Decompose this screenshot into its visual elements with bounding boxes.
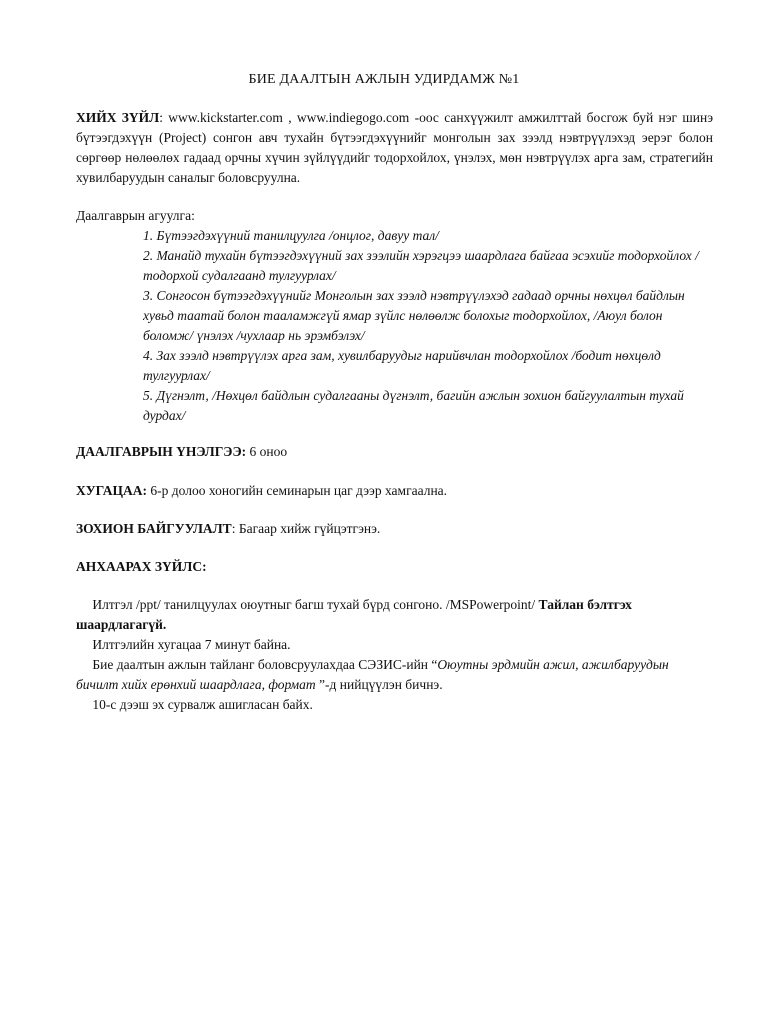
note-item [76,695,713,715]
task-paragraph [76,108,713,188]
organization-label: ЗОХИОН БАЙГУУЛАЛТ [76,521,232,536]
page-title: БИЕ ДААЛТЫН АЖЛЫН УДИРДАМЖ №1 [248,72,520,87]
organization-line [76,519,713,539]
grading-value: 6 оноо [246,444,288,459]
note-italic-text: Оюутны эрдмийн ажил, ажилбаруудын бичилт хийх ерөнхий шаардлага, формат [76,657,669,692]
deadline-value: 6-р долоо хоногийн семинарын цаг дээр хамгаална. [147,483,448,498]
note-item [76,655,713,695]
assignment-content-list [143,226,703,426]
list-item: 2. Манайд тухайн бүтээгдэхүүний зах зээлийн хэрэгцээ шаардлага байгаа эсэхийг тодорхойлох /тодорхой судалгаанд тулгуурлах/ [143,248,699,283]
notes-heading [76,557,713,577]
note-item [76,595,713,635]
note-text: Бие даалтын ажлын тайланг боловсруулахдаа СЭЗИС-ийн “ [89,657,438,672]
note-item [76,635,713,655]
notes-label: АНХААРАХ ЗҮЙЛС: [76,559,207,574]
note-bold-text: Тайлан бэлтгэх шаардлагагүй. [76,597,632,632]
deadline-line [76,481,713,501]
task-label: ХИЙХ ЗҮЙЛ [76,110,160,125]
list-item: 5. Дүгнэлт, /Нөхцөл байдлын судалгааны дүгнэлт, багийн ажлын зохион байгуулалтын тухай дурдах/ [143,388,684,423]
note-tail-text: ”-д нийцүүлэн бичнэ. [319,677,443,692]
list-item: 4. Зах зээлд нэвтрүүлэх арга зам, хувилбаруудыг нарийвчлан тодорхойлох /бодит нөхцөлд тулгуурлах/ [143,348,661,383]
deadline-label: ХУГАЦАА: [76,483,148,498]
note-text: Илтгэлийн хугацаа 7 минут байна. [89,637,291,652]
content-label: Даалгаврын агуулга: [76,208,195,223]
notes-list [76,595,713,715]
task-text: : www.kickstarter.com , www.indiegogo.com -оос санхүүжилт амжилттай босгож буй нэг шинэ бүтээгдэхүүн (Project) сонгон авч тухайн бүтээгдэхүүнийг монголын зах зээлд нэвтрүүлэхэд эерэг болон сөргөөр нөлөөлөх гадаад орчны хүчин зүйлүүдийг тодорхойлох, үнэлэх, мөн нэвтрүүлэх арга зам, стратегийн хувилбаруудын саналыг боловсруулна. [76,110,713,185]
note-text: 10-с дээш эх сурвалж ашигласан байх. [89,697,313,712]
list-item: 1. Бүтээгдэхүүний танилцуулга /онцлог, давуу тал/ [143,228,439,243]
grading-label: ДААЛГАВРЫН ҮНЭЛГЭЭ: [76,444,247,459]
grading-line [76,442,713,462]
note-text: Илтгэл /ppt/ танилцуулах оюутныг багш тухай бүрд сонгоно. /MSPowerpoint/ [89,597,539,612]
list-item: 3. Сонгосон бүтээгдэхүүнийг Монголын зах зээлд нэвтрүүлэхэд гадаад орчны нөхцөл байдлын хувьд таатай болон тааламжгүй ямар зүйлс нөлөөлж болохыг тодорхойлох, /Аюул болон боломж/ үнэлэх /чухлаар нь эрэмбэлэх/ [143,288,685,343]
organization-value: : Багаар хийж гүйцэтгэнэ. [231,521,381,536]
